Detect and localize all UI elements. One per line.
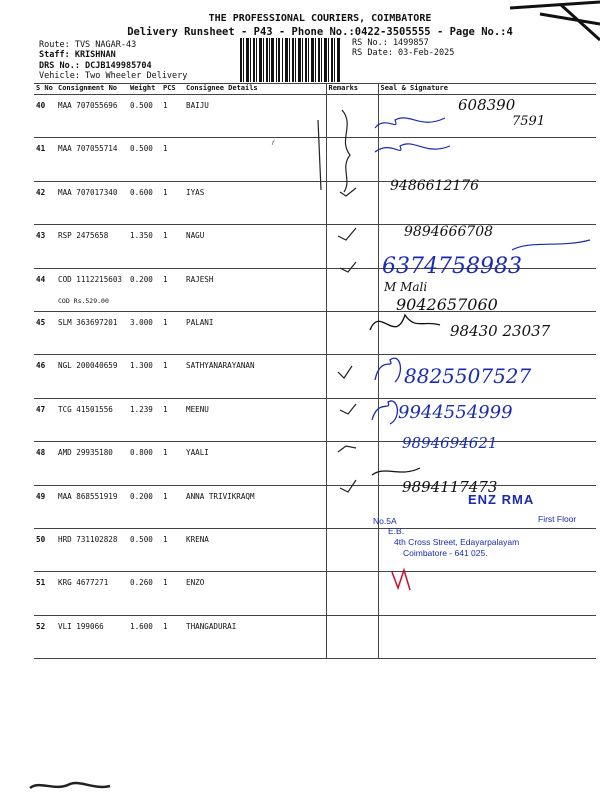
row-sno-text: 50 — [36, 534, 46, 544]
row-seal-signature — [378, 615, 596, 658]
row-weight-text: 0.200 — [130, 491, 153, 501]
row-remarks — [326, 615, 378, 658]
row-pcs-text: 1 — [163, 491, 168, 501]
hw-r50: 9894117473 — [402, 478, 498, 496]
row-pcs-text: 1 — [163, 187, 168, 197]
stamp-line1: No.5A — [373, 516, 397, 526]
row-sno-text: 46 — [36, 361, 46, 371]
row-remarks — [326, 268, 378, 311]
row-consignee-text: THANGADURAI — [186, 621, 237, 631]
row-weight — [128, 95, 161, 138]
row-consignment-text: RSP 2475658 — [58, 231, 109, 241]
row-weight — [128, 225, 161, 268]
row-weight-text: 0.500 — [130, 144, 153, 154]
row-seal-signature — [378, 138, 596, 181]
row-sno-text: 47 — [36, 404, 46, 414]
row-consignment — [56, 138, 128, 181]
row-sno — [34, 181, 56, 224]
row-sno — [34, 528, 56, 571]
row-consignee — [184, 615, 326, 658]
row-sno-text: 40 — [36, 101, 46, 110]
row-weight — [128, 398, 161, 441]
row-consignment-text: NGL 200040659 — [58, 361, 118, 371]
row-weight — [128, 311, 161, 354]
row-consignee — [184, 398, 326, 441]
row-remarks — [326, 311, 378, 354]
row-weight — [128, 572, 161, 615]
row-weight — [128, 442, 161, 485]
row-remarks — [326, 181, 378, 224]
company-title: THE PROFESSIONAL COURIERS, COIMBATORE — [208, 13, 432, 24]
row-sno — [34, 398, 56, 441]
row-weight-text: 0.500 — [130, 534, 153, 544]
row-consignee — [184, 95, 326, 138]
row-pcs — [161, 398, 184, 441]
table-row — [34, 138, 596, 181]
row-consignment-text: TCG 41501556 — [58, 404, 113, 414]
row-consignment — [56, 181, 128, 224]
row-pcs-text: 1 — [163, 317, 168, 327]
staff-text: Staff: KRISHNAN — [39, 50, 116, 61]
row-pcs-text: 1 — [163, 361, 168, 371]
row-remarks — [326, 442, 378, 485]
hw-r44: 6374758983 — [382, 254, 522, 279]
row-consignment-text: KRG 4677271 — [58, 578, 109, 588]
row-consignment-text: HRD 731102828 — [58, 534, 118, 544]
runsheet-meta-left — [39, 40, 187, 82]
row-sno-text: 43 — [36, 231, 46, 241]
row-consignment-text: COD 1112215603 — [58, 274, 123, 284]
row-pcs — [161, 225, 184, 268]
row-weight — [128, 485, 161, 528]
table-header — [34, 84, 596, 95]
row-weight-text: 3.000 — [130, 317, 153, 327]
row-weight — [128, 615, 161, 658]
row-consignee — [184, 268, 326, 311]
row-consignment — [56, 528, 128, 571]
stamp-line5: First Floor — [538, 514, 577, 524]
bottom-scribble — [30, 783, 110, 788]
row-weight-text: 1.300 — [130, 361, 153, 371]
row-remarks — [326, 225, 378, 268]
hw-r45a: M Mali — [384, 280, 428, 294]
row-pcs-text: 1 — [163, 578, 168, 588]
row-remarks — [326, 95, 378, 138]
row-consignee — [184, 485, 326, 528]
row-sno — [34, 138, 56, 181]
row-weight-text: 0.200 — [130, 274, 153, 284]
row-consignment-text: SLM 363697201 — [58, 317, 118, 327]
stamp-line4: Coimbatore - 641 025. — [403, 548, 488, 558]
row-sno — [34, 615, 56, 658]
row-pcs — [161, 528, 184, 571]
table-row — [34, 442, 596, 485]
company-stamp — [368, 490, 588, 580]
row-sno-text: 41 — [36, 144, 46, 154]
row-pcs-text: 1 — [163, 101, 168, 110]
stamp-line3: 4th Cross Street, Edayarpalayam — [394, 537, 520, 547]
row-sno-text: 51 — [36, 578, 46, 588]
row-consignment — [56, 485, 128, 528]
col-consignment: Consignment No — [56, 84, 128, 95]
row-sno-text: 44 — [36, 274, 46, 284]
row-pcs-text: 1 — [163, 144, 168, 154]
row-sno-text: 45 — [36, 317, 46, 327]
row-pcs — [161, 615, 184, 658]
row-consignment — [56, 311, 128, 354]
row-consignment-text: MAA 707017340 — [58, 187, 118, 197]
row-consignee-text: RAJESH — [186, 274, 214, 284]
row-consignment — [56, 268, 128, 311]
row-remarks — [326, 398, 378, 441]
col-remarks: Remarks — [326, 84, 378, 95]
row-weight — [128, 268, 161, 311]
row-sno-text: 48 — [36, 448, 46, 458]
stamp-name: ENZ RMA — [468, 492, 535, 507]
hw-r43: 9894666708 — [404, 224, 494, 240]
row-pcs — [161, 181, 184, 224]
hw-r48: 9944554999 — [398, 402, 513, 423]
row-consignment-text: MAA 707055714 — [58, 144, 118, 154]
row-pcs — [161, 572, 184, 615]
hw-r47: 8825507527 — [404, 364, 532, 388]
row-consignment-text: VLI 199066 — [58, 621, 104, 631]
row41-scribble: ᶠ — [272, 140, 275, 150]
row-consignment — [56, 398, 128, 441]
row-sno — [34, 442, 56, 485]
row-weight-text: 0.500 — [130, 101, 153, 110]
row-weight-text: 1.239 — [130, 404, 153, 414]
row-consignee — [184, 138, 326, 181]
hw-r45b: 9042657060 — [396, 295, 498, 314]
row-sno — [34, 572, 56, 615]
col-pcs: PCS — [161, 84, 184, 95]
row-sno — [34, 95, 56, 138]
row-consignee — [184, 528, 326, 571]
row-remarks — [326, 355, 378, 398]
row-consignment — [56, 225, 128, 268]
row-consignee-text: IYAS — [186, 187, 205, 197]
row-pcs-text: 1 — [163, 404, 168, 414]
row-pcs-text: 1 — [163, 534, 168, 544]
hw-r49: 9894694621 — [402, 434, 498, 452]
row-pcs — [161, 95, 184, 138]
row-sno-text: 52 — [36, 621, 46, 631]
row-consignment-text: MAA 707055696 — [58, 101, 118, 110]
row-pcs — [161, 355, 184, 398]
row-consignee-text: ANNA TRIVIKRAQM — [186, 491, 255, 501]
row-sno — [34, 355, 56, 398]
row-pcs-text: 1 — [163, 231, 168, 241]
stamp-line2: E.B. — [388, 526, 405, 536]
row-consignment-text: MAA 868551919 — [58, 491, 118, 501]
row-consignee — [184, 225, 326, 268]
row-consignee-text: MEENU — [186, 404, 209, 414]
row-consignee-text: BAIJU — [186, 101, 209, 110]
hw-r40b: 7591 — [512, 114, 546, 129]
row-weight — [128, 138, 161, 181]
hw-r40a: 608390 — [458, 96, 516, 114]
row-pcs-text: 1 — [163, 448, 168, 458]
table-row — [34, 181, 596, 224]
row-pcs — [161, 138, 184, 181]
col-consignee: Consignee Details — [184, 84, 326, 95]
route-text: Route: TVS NAGAR-43 — [39, 40, 137, 50]
row-weight — [128, 528, 161, 571]
rs-date: RS Date: 03-Feb-2025 — [352, 48, 455, 59]
row-consignee-text: ENZO — [186, 578, 205, 588]
row-weight-text: 1.350 — [130, 231, 153, 241]
runsheet-title: Delivery Runsheet - P43 - Phone No.:0422-3505555 - Page No.:4 — [127, 26, 513, 38]
row-pcs — [161, 442, 184, 485]
row-sno — [34, 311, 56, 354]
table-row — [34, 615, 596, 658]
row-consignee — [184, 311, 326, 354]
row-consignment — [56, 355, 128, 398]
col-weight: Weight — [128, 84, 161, 95]
row-consignment — [56, 572, 128, 615]
row-sno — [34, 268, 56, 311]
barcode — [240, 38, 340, 82]
row-pcs — [161, 485, 184, 528]
row-consignee-text: SATHYANARAYANAN — [186, 361, 255, 371]
row-pcs-text: 1 — [163, 274, 168, 284]
row-consignee — [184, 572, 326, 615]
row-weight-text: 0.800 — [130, 448, 153, 458]
row-weight — [128, 355, 161, 398]
row-sno — [34, 225, 56, 268]
hw-r42: 9486612176 — [390, 178, 480, 194]
row-sno-text: 49 — [36, 491, 46, 501]
row-consignee-text: YAALI — [186, 448, 209, 458]
row-weight-text: 0.260 — [130, 578, 153, 588]
row-sno-text: 42 — [36, 187, 46, 197]
runsheet-meta-right — [352, 38, 454, 59]
row-weight-text: 0.600 — [130, 187, 153, 197]
row-weight — [128, 181, 161, 224]
hw-r46: 98430 23037 — [450, 322, 551, 340]
row-consignee — [184, 181, 326, 224]
drs-text: DRS No.: DCJB149985704 — [39, 60, 152, 71]
row-pcs — [161, 311, 184, 354]
row-consignment — [56, 95, 128, 138]
row-consignee-text: PALANI — [186, 317, 214, 327]
row-consignment-text: AMD 29935180 — [58, 448, 113, 458]
vehicle-text: Vehicle: Two Wheeler Delivery — [39, 71, 188, 82]
row-pcs — [161, 268, 184, 311]
row-consignee-text: KRENA — [186, 534, 209, 544]
row-consignment — [56, 442, 128, 485]
rs-number: RS No.: 1499857 — [352, 38, 429, 48]
row-pcs-text: 1 — [163, 621, 168, 631]
row-consignment — [56, 615, 128, 658]
col-seal: Seal & Signature — [378, 84, 596, 95]
row-sno — [34, 485, 56, 528]
row-weight-text: 1.600 — [130, 621, 153, 631]
row-consignee — [184, 355, 326, 398]
row-consignee — [184, 442, 326, 485]
cod-note: COD Rs.529.00 — [58, 296, 109, 305]
row-consignee-text: NAGU — [186, 231, 205, 241]
row-remarks — [326, 138, 378, 181]
col-sno: S No — [34, 84, 56, 95]
